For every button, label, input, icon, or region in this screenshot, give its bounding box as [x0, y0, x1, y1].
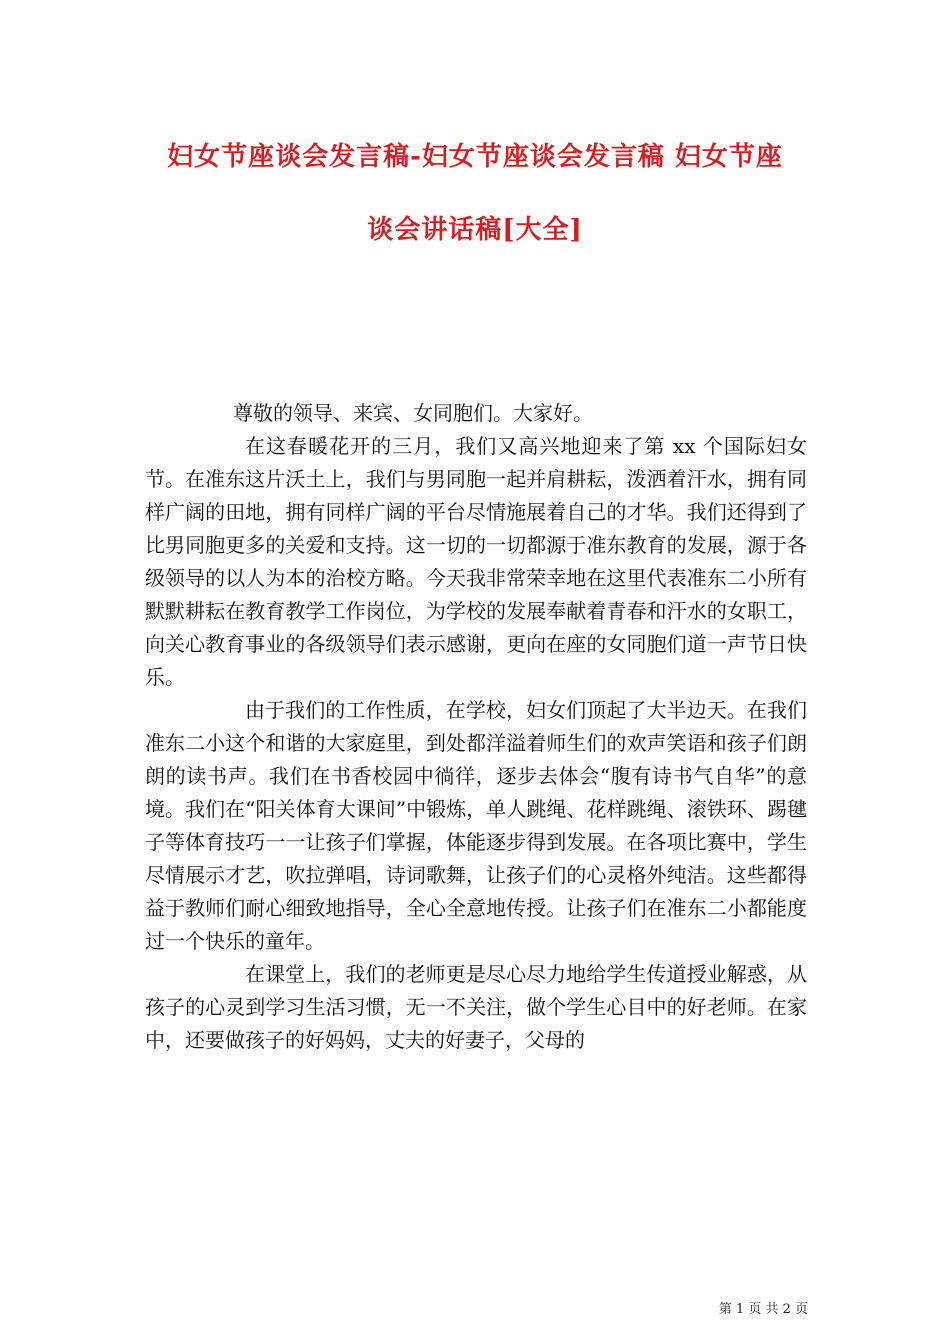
document-title-line-2: 谈会讲话稿[大全]	[367, 215, 583, 245]
paragraph-3: 在课堂上，我们的老师更是尽心尽力地给学生传道授业解惑，从孩子的心灵到学习生活习惯，无一不关注，做个学生心目中的好老师。在家中，还要做孩子的好妈妈，丈夫的好妻子，父母的	[145, 962, 807, 1052]
paragraph-2: 由于我们的工作性质，在学校，妇女们顶起了大半边天。在我们准东二小这个和谐的大家庭里，到处都洋溢着师生们的欢声笑语和孩子们朗朗的读书声。我们在书香校园中徜徉，逐步去体会“腹有诗书气自华”的意境。我们在“阳关体育大课间”中锻炼，单人跳绳、花样跳绳、滚铁环、踢毽子等体育技巧一一让孩子们掌握，体能逐步得到发展。在各项比赛中，学生尽情展示才艺，吹拉弹唱，诗词歌舞，让孩子们的心灵格外纯洁。这些都得益于教师们耐心细致地指导，全心全意地传授。让孩子们在准东二小都能度过一个快乐的童年。	[145, 698, 807, 953]
paragraph-1: 在这春暖花开的三月，我们又高兴地迎来了第 xx 个国际妇女节。在准东这片沃土上，我们与男同胞一起并肩耕耘，泼洒着汗水，拥有同样广阔的田地，拥有同样广阔的平台尽情施展着自己的才华。我们还得到了比男同胞更多的关爱和支持。这一切的一切都源于准东教育的发展，源于各级领导的以人为本的治校方略。今天我非常荣幸地在这里代表准东二小所有默默耕耘在教育教学工作岗位，为学校的发展奉献着青春和汗水的女职工，向关心教育事业的各级领导们表示感谢，更向在座的女同胞们道一声节日快乐。	[145, 434, 807, 689]
page-number-footer: 第 1 页 共 2 页	[718, 1302, 808, 1317]
document-body	[145, 397, 807, 1057]
greeting: 尊敬的领导、来宾、女同胞们。大家好。	[233, 401, 593, 425]
document-title-line-1: 妇女节座谈会发言稿-妇女节座谈会发言稿 妇女节座	[167, 142, 783, 172]
